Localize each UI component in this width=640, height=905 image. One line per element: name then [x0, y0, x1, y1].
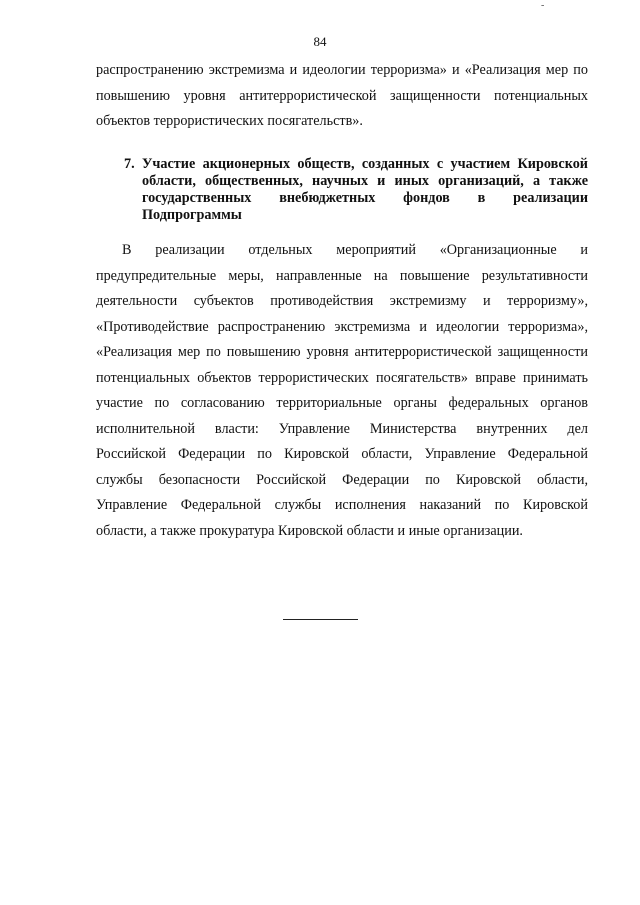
heading-line: государственных внебюджетных фондов в реализации [142, 190, 588, 206]
heading-line: области, общественных, научных и иных организаций, а также [142, 173, 588, 189]
text-line: исполнительной власти: Управление Министерства внутренних дел [96, 420, 588, 437]
text-line: объектов террористических посягательств». [96, 113, 363, 129]
text-line: распространению экстремизма и идеологии терроризма» и «Реализация мер по [96, 62, 588, 78]
text-line: «Реализация мер по повышению уровня антитеррористической защищенности [96, 344, 588, 360]
text-line: «Противодействие распространению экстремизма и идеологии терроризма», [96, 318, 588, 335]
text-line: Управление Федеральной службы исполнения наказаний по Кировской [96, 497, 588, 513]
text-line: В реализации отдельных мероприятий «Организационные и [122, 242, 588, 258]
text-line: потенциальных объектов террористических посягательств» вправе принимать [96, 369, 588, 386]
section-heading [124, 156, 588, 224]
section-number: 7. [124, 156, 135, 172]
heading-line: Участие акционерных обществ, созданных с участием Кировской [142, 156, 588, 172]
text-line: предупредительные меры, направленные на повышение результативности [96, 267, 588, 284]
text-line: Российской Федерации по Кировской области, Управление Федеральной [96, 446, 588, 462]
intro-paragraph [96, 58, 588, 135]
text-line: повышению уровня антитеррористической защищенности потенциальных [96, 87, 588, 104]
end-rule [283, 619, 358, 620]
body-paragraph [96, 238, 588, 544]
text-line: деятельности субъектов противодействия экстремизму и терроризму», [96, 293, 588, 309]
text-line: области, а также прокуратура Кировской области и иные организации. [96, 522, 523, 539]
corner-mark: - [541, 0, 545, 11]
text-line: участие по согласованию территориальные органы федеральных органов [96, 395, 588, 411]
text-line: службы безопасности Российской Федерации по Кировской области, [96, 471, 588, 488]
page-number: 84 [313, 34, 327, 49]
heading-line: Подпрограммы [142, 207, 242, 223]
